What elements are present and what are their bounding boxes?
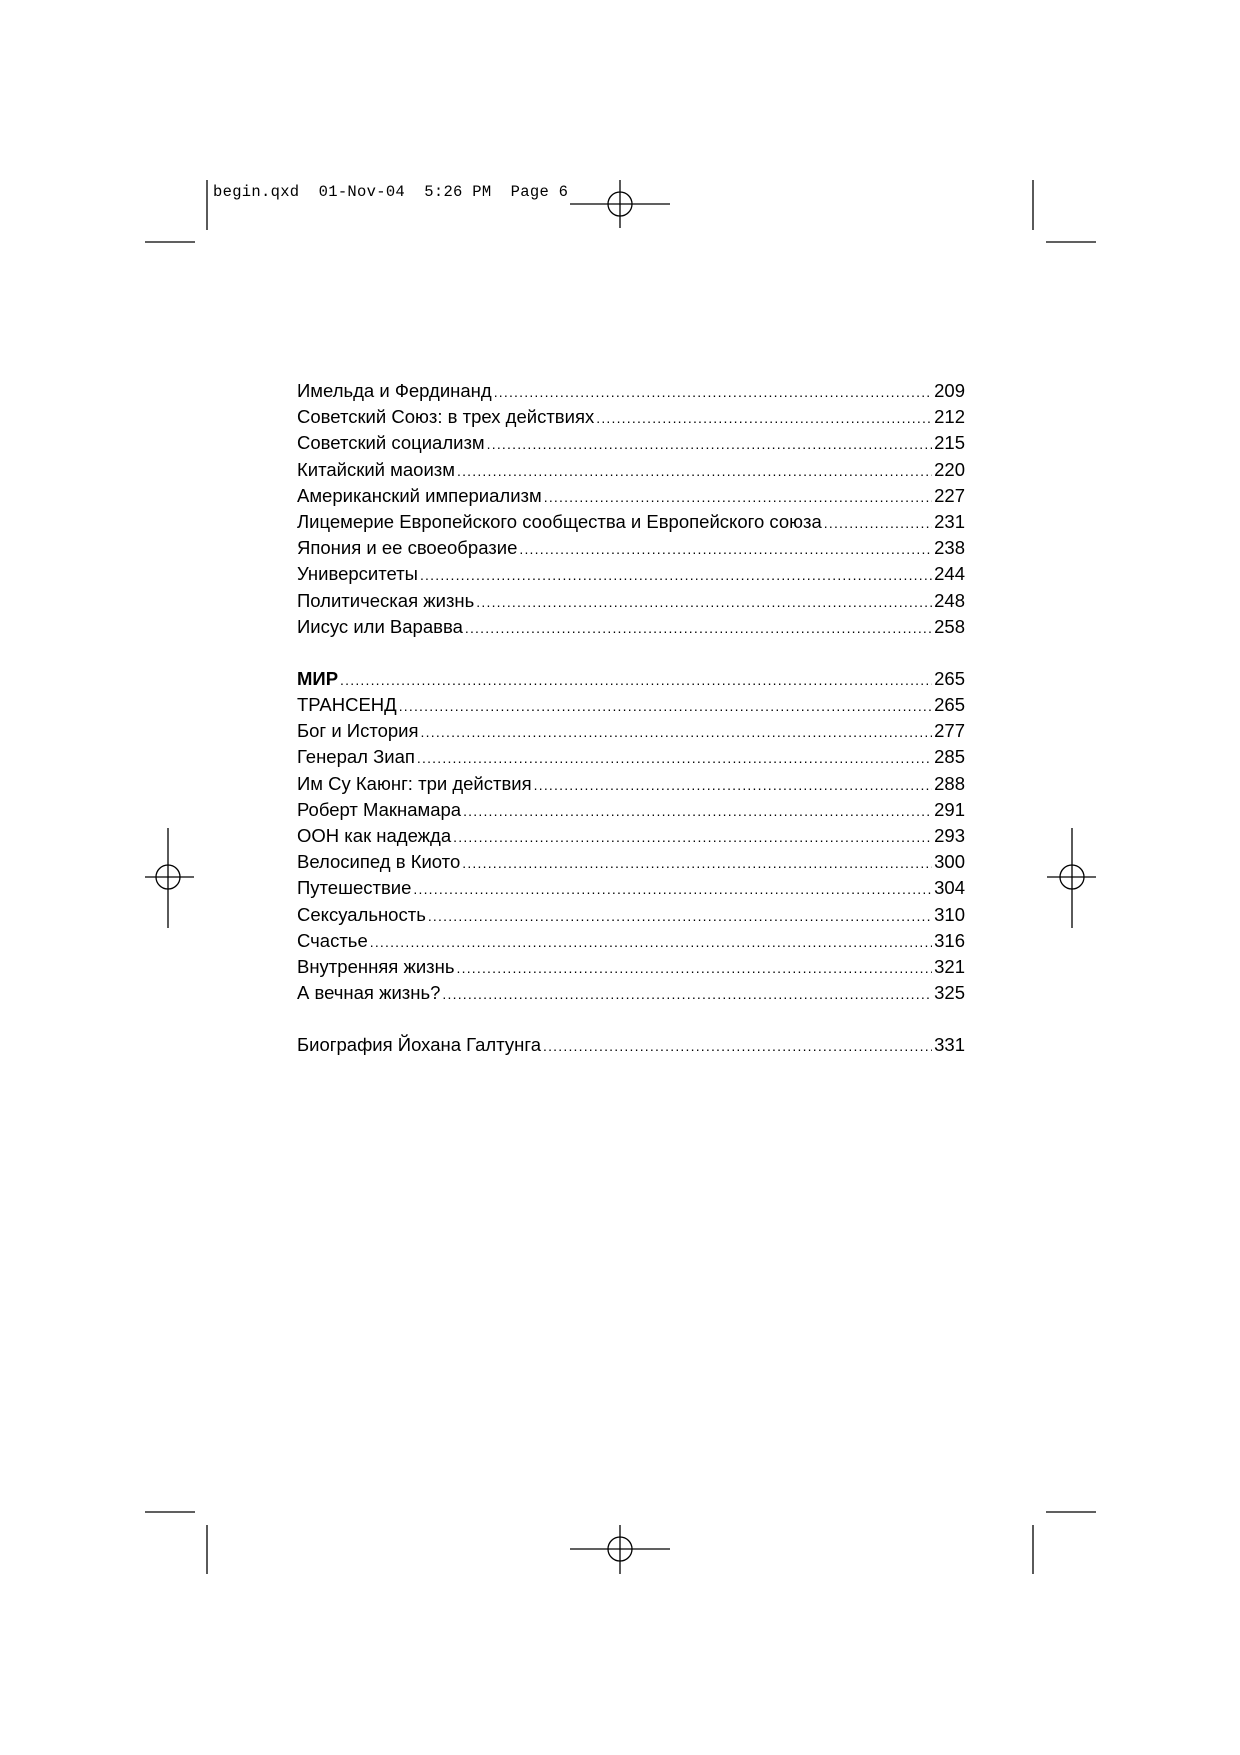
toc-entry-title: Советский Союз: в трех действиях bbox=[297, 406, 595, 428]
toc-entry bbox=[297, 666, 965, 692]
slug-page: Page 6 bbox=[510, 183, 569, 201]
toc-entry-title: ТРАНСЕНД bbox=[297, 694, 397, 716]
toc-entry-page-number: 300 bbox=[934, 851, 965, 873]
toc-entry-title: Сексуальность bbox=[297, 903, 426, 925]
toc-section bbox=[297, 1032, 965, 1058]
toc-leader-dots bbox=[465, 615, 932, 641]
toc-entry-title: Роберт Макнамара bbox=[297, 798, 462, 820]
toc-entry-title: Университеты bbox=[297, 563, 418, 585]
toc-entry-page-number: 291 bbox=[934, 798, 965, 820]
toc-entry-page-number: 209 bbox=[934, 380, 965, 401]
toc-entry bbox=[297, 771, 965, 797]
toc-entry-page-number: 231 bbox=[934, 510, 965, 532]
toc-entry bbox=[297, 980, 965, 1006]
toc-entry-title: Китайский маоизм bbox=[297, 458, 455, 480]
toc-leader-dots bbox=[457, 458, 932, 484]
toc-entry-page-number: 248 bbox=[934, 589, 965, 611]
toc-entry-page-number: 293 bbox=[934, 825, 965, 846]
toc-leader-dots bbox=[417, 745, 932, 771]
toc-entry bbox=[297, 378, 965, 404]
toc-leader-dots bbox=[453, 824, 932, 850]
slug-time: 5:26 PM bbox=[424, 183, 492, 201]
toc-entry-page-number: 316 bbox=[934, 929, 965, 951]
toc-entry bbox=[297, 954, 965, 980]
toc-leader-dots bbox=[370, 929, 932, 955]
toc-entry-page-number: 220 bbox=[934, 458, 965, 480]
toc-entry-title: ООН как надежда bbox=[297, 825, 452, 846]
table-of-contents bbox=[297, 378, 965, 1059]
toc-leader-dots bbox=[476, 589, 932, 615]
toc-entry-title: Политическая жизнь bbox=[297, 589, 475, 611]
toc-entry-title: Имельда и Фердинанд bbox=[297, 380, 492, 401]
toc-entry-title: Им Су Каюнг: три действия bbox=[297, 772, 532, 794]
toc-section bbox=[297, 666, 965, 1006]
toc-entry bbox=[297, 744, 965, 770]
toc-entry bbox=[297, 1032, 965, 1058]
toc-leader-dots bbox=[543, 1033, 932, 1059]
toc-entry bbox=[297, 902, 965, 928]
toc-leader-dots bbox=[487, 431, 932, 457]
toc-leader-dots bbox=[428, 903, 932, 929]
toc-leader-dots bbox=[824, 510, 932, 536]
toc-leader-dots bbox=[519, 536, 932, 562]
toc-entry-page-number: 277 bbox=[934, 720, 965, 742]
toc-entry-title: Советский социализм bbox=[297, 432, 485, 454]
toc-leader-dots bbox=[421, 719, 933, 745]
toc-entry bbox=[297, 928, 965, 954]
registration-mark-bottom bbox=[570, 1525, 670, 1574]
toc-entry-page-number: 265 bbox=[934, 694, 965, 716]
toc-entry bbox=[297, 509, 965, 535]
toc-entry-page-number: 227 bbox=[934, 484, 965, 506]
toc-entry-title: Путешествие bbox=[297, 877, 412, 899]
toc-entry-title: Лицемерие Европейского сообщества и Европейского союза bbox=[297, 510, 822, 532]
toc-leader-dots bbox=[462, 850, 932, 876]
toc-leader-dots bbox=[494, 379, 932, 405]
toc-leader-dots bbox=[340, 667, 932, 693]
toc-entry bbox=[297, 483, 965, 509]
toc-leader-dots bbox=[442, 981, 932, 1007]
registration-mark-left bbox=[145, 828, 194, 928]
toc-entry bbox=[297, 692, 965, 718]
toc-entry-title: Япония и ее своеобразие bbox=[297, 537, 518, 559]
toc-leader-dots bbox=[534, 772, 932, 798]
toc-leader-dots bbox=[457, 955, 933, 981]
toc-leader-dots bbox=[544, 484, 932, 510]
toc-entry bbox=[297, 404, 965, 430]
toc-entry-page-number: 265 bbox=[934, 667, 965, 689]
toc-entry-page-number: 244 bbox=[934, 563, 965, 585]
slug-date: 01-Nov-04 bbox=[318, 183, 406, 201]
toc-entry-page-number: 258 bbox=[934, 615, 965, 637]
toc-leader-dots bbox=[463, 798, 932, 824]
toc-leader-dots bbox=[420, 562, 932, 588]
toc-leader-dots bbox=[413, 876, 932, 902]
toc-entry-page-number: 304 bbox=[934, 877, 965, 899]
toc-entry-title: Американский империализм bbox=[297, 484, 542, 506]
toc-leader-dots bbox=[399, 693, 932, 719]
toc-entry bbox=[297, 718, 965, 744]
registration-mark-right bbox=[1047, 828, 1096, 928]
toc-entry-title: Генерал Зиап bbox=[297, 746, 415, 768]
toc-entry bbox=[297, 875, 965, 901]
toc-entry-title: А вечная жизнь? bbox=[297, 982, 441, 1004]
toc-entry-page-number: 212 bbox=[934, 406, 965, 428]
toc-entry bbox=[297, 535, 965, 561]
toc-entry-title: Иисус или Варавва bbox=[297, 615, 463, 637]
printer-slug bbox=[213, 183, 568, 201]
toc-entry-page-number: 321 bbox=[934, 955, 965, 977]
toc-entry bbox=[297, 588, 965, 614]
toc-entry bbox=[297, 561, 965, 587]
toc-entry-page-number: 288 bbox=[934, 772, 965, 794]
toc-entry-title: Биография Йохана Галтунга bbox=[297, 1034, 541, 1056]
toc-entry bbox=[297, 849, 965, 875]
toc-entry bbox=[297, 797, 965, 823]
slug-file: begin.qxd bbox=[213, 183, 300, 201]
toc-entry-page-number: 310 bbox=[934, 903, 965, 925]
toc-entry bbox=[297, 430, 965, 456]
toc-section bbox=[297, 378, 965, 640]
toc-entry-page-number: 238 bbox=[934, 537, 965, 559]
toc-entry-title: Внутренняя жизнь bbox=[297, 955, 455, 977]
toc-entry-page-number: 331 bbox=[934, 1034, 965, 1056]
toc-entry bbox=[297, 457, 965, 483]
toc-entry-title: Велосипед в Киото bbox=[297, 851, 461, 873]
toc-entry-title: Счастье bbox=[297, 929, 368, 951]
toc-entry bbox=[297, 614, 965, 640]
toc-leader-dots bbox=[596, 405, 932, 431]
toc-entry-page-number: 285 bbox=[934, 746, 965, 768]
toc-entry-title: Бог и История bbox=[297, 720, 419, 742]
toc-entry-page-number: 325 bbox=[934, 982, 965, 1004]
toc-entry-title: МИР bbox=[297, 667, 339, 689]
toc-entry bbox=[297, 823, 965, 849]
registration-mark-top bbox=[570, 180, 670, 228]
toc-entry-page-number: 215 bbox=[934, 432, 965, 454]
